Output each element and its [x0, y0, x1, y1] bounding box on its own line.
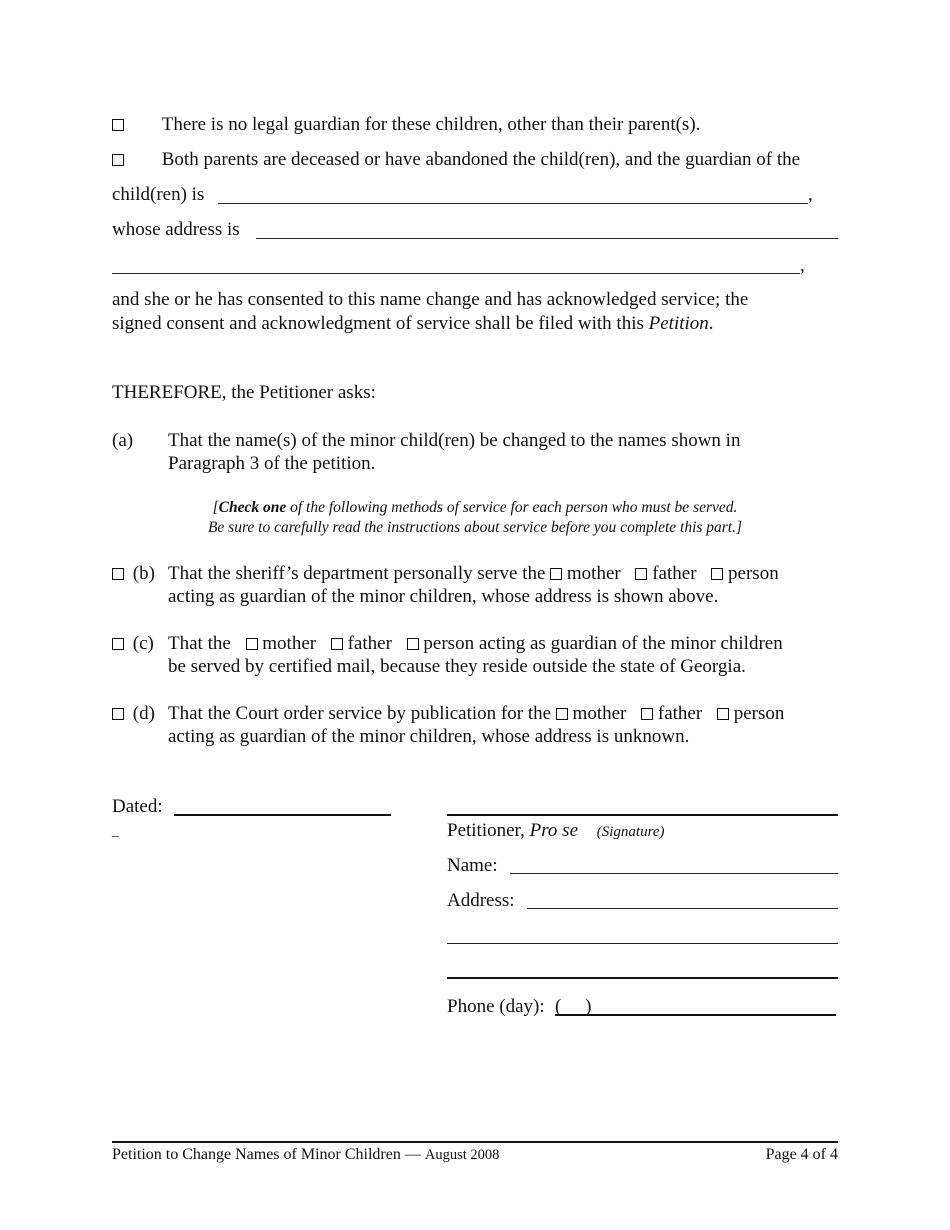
item-d-mother-checkbox[interactable]: [556, 708, 568, 720]
item-d-line1: [168, 703, 784, 725]
phone-label: Phone (day):: [447, 996, 545, 1017]
item-c-mother-label: mother: [262, 633, 317, 654]
item-b-mother-label: mother: [566, 563, 621, 584]
item-d-mother-label: mother: [572, 703, 627, 724]
pro-se-label: Pro se: [529, 820, 578, 841]
item-b-person-checkbox[interactable]: [711, 568, 723, 580]
item-d-checkbox[interactable]: [112, 708, 124, 720]
guardian-deceased-text: Both parents are deceased or have abandoned the child(ren), and the guardian of the: [161, 149, 801, 170]
signature-hint: (Signature): [596, 824, 665, 840]
petitioner-label-row: [447, 820, 665, 842]
guardian-name-label: child(ren) is: [112, 184, 205, 205]
guardian-name-comma: ,: [808, 184, 813, 205]
item-d-text: That the Court order service by publication for the: [168, 703, 552, 724]
service-note-bold: Check one: [218, 499, 287, 516]
address-field-2[interactable]: [447, 943, 838, 944]
item-d-father-label: father: [657, 703, 703, 724]
footer-page-number: Page 4 of 4: [765, 1146, 838, 1163]
item-d-label: (d): [132, 703, 155, 724]
item-c-father-checkbox[interactable]: [331, 638, 343, 650]
name-field[interactable]: [510, 873, 838, 874]
item-b-label: (b): [132, 563, 155, 584]
item-b-person-label: person: [728, 563, 779, 584]
consent-petition-word: Petition: [648, 313, 709, 334]
phone-area-code: ( ): [555, 996, 592, 1017]
name-label: Name:: [447, 855, 498, 876]
guardian-deceased-row: [112, 149, 800, 171]
guardian-none-checkbox[interactable]: [112, 119, 124, 131]
item-b-checkbox[interactable]: [112, 568, 124, 580]
item-c-father-label: father: [347, 633, 392, 654]
guardian-none-text: There is no legal guardian for these children, other than their parent(s).: [161, 114, 701, 135]
dated-field[interactable]: [174, 814, 391, 816]
dated-label: Dated:: [112, 796, 163, 817]
item-d-line2: acting as guardian of the minor children, whose address is unknown.: [168, 726, 690, 747]
guardian-address-field[interactable]: [256, 238, 838, 239]
service-note: [112, 498, 838, 538]
consent-text-line2: [112, 313, 714, 335]
dated-dash: _: [112, 824, 119, 839]
signature-field[interactable]: [447, 814, 838, 816]
guardian-address-label: whose address is: [112, 219, 240, 240]
service-note-line2: Be sure to carefully read the instructions about service before you complete this part.]: [207, 519, 743, 536]
item-a-line1: That the name(s) of the minor child(ren) be changed to the names shown in: [168, 430, 741, 451]
item-b-father-checkbox[interactable]: [635, 568, 647, 580]
item-c-person-checkbox[interactable]: [407, 638, 419, 650]
footer-rule: [112, 1141, 838, 1143]
item-c-line2: be served by certified mail, because they reside outside the state of Georgia.: [168, 656, 746, 677]
item-d-person-checkbox[interactable]: [717, 708, 729, 720]
address-label: Address:: [447, 890, 515, 911]
address-field-3[interactable]: [447, 977, 838, 979]
consent-period: .: [708, 313, 714, 334]
service-note-line1: [Check one of the following methods of service for each person who must be served.: [212, 499, 738, 516]
item-b-line1: [168, 563, 779, 585]
footer-date: August 2008: [424, 1147, 500, 1163]
footer-title-row: [112, 1146, 499, 1164]
therefore-heading: THEREFORE, the Petitioner asks:: [112, 382, 376, 403]
item-b-father-label: father: [652, 563, 697, 584]
consent-text-line1: and she or he has consented to this name change and has acknowledged service; the: [112, 289, 749, 310]
guardian-address-comma: ,: [800, 255, 805, 276]
consent-text-body: signed consent and acknowledgment of service shall be filed with this: [112, 313, 644, 334]
item-b-text: That the sheriff’s department personally serve the: [168, 563, 546, 584]
item-d-person-label: person: [733, 703, 785, 724]
item-b-mother-checkbox[interactable]: [550, 568, 562, 580]
item-b-row: [112, 563, 155, 585]
item-b-line2: acting as guardian of the minor children, whose address is shown above.: [168, 586, 719, 607]
item-c-text: That the: [168, 633, 231, 654]
phone-field[interactable]: [555, 1014, 836, 1016]
item-c-person-label: person acting as guardian of the minor children: [423, 633, 783, 654]
item-c-row: [112, 633, 154, 655]
item-d-father-checkbox[interactable]: [641, 708, 653, 720]
guardian-address-field-2[interactable]: [112, 273, 800, 274]
item-d-row: [112, 703, 155, 725]
guardian-none-row: [112, 114, 700, 136]
item-c-mother-checkbox[interactable]: [246, 638, 258, 650]
guardian-name-field[interactable]: [218, 203, 808, 204]
footer-title: Petition to Change Names of Minor Children —: [112, 1146, 421, 1163]
address-field-1[interactable]: [527, 908, 838, 909]
item-c-checkbox[interactable]: [112, 638, 124, 650]
petitioner-label: Petitioner,: [447, 820, 525, 841]
guardian-deceased-checkbox[interactable]: [112, 154, 124, 166]
item-a-label: (a): [112, 430, 134, 451]
item-c-label: (c): [132, 633, 154, 654]
item-a-line2: Paragraph 3 of the petition.: [168, 453, 376, 474]
item-c-line1: [168, 633, 783, 655]
